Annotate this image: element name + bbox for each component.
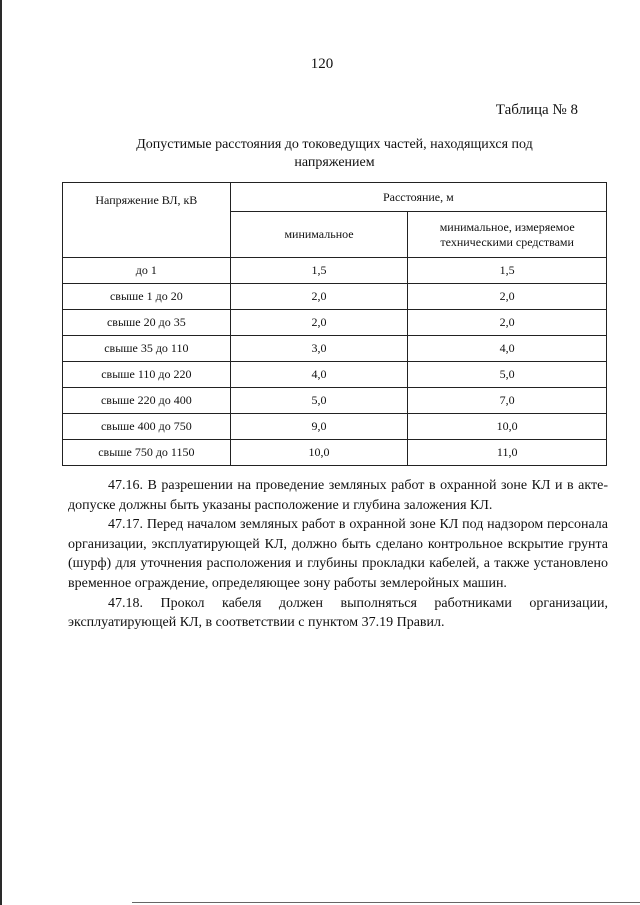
- cell-minimal: 4,0: [230, 362, 408, 388]
- table-row: [63, 336, 607, 362]
- cell-measured: 5,0: [408, 362, 607, 388]
- paragraph-47-17: 47.17. Перед началом земляных работ в охранной зоне КЛ под надзором персонала организации, эксплуатирующей КЛ, должно быть сделано контрольное вскрытие грунта (шурф) для уточнения расположения и глубины прокладки кабелей, а также установлено временное ограждение, определяющее зону работы землеройных машин.: [68, 517, 608, 591]
- distances-table: [62, 182, 607, 466]
- paragraph-47-16: 47.16. В разрешении на проведение земляных работ в охранной зоне КЛ и в акте-допуске должны быть указаны расположение и глубина заложения КЛ.: [68, 478, 608, 513]
- header-voltage: Напряжение ВЛ, кВ: [63, 183, 231, 258]
- cell-voltage: свыше 750 до 1150: [63, 440, 231, 466]
- cell-voltage: свыше 400 до 750: [63, 414, 231, 440]
- page-bottom-edge: [132, 902, 640, 903]
- cell-minimal: 1,5: [230, 258, 408, 284]
- table-row: [63, 414, 607, 440]
- page-number: 120: [310, 56, 334, 72]
- paragraph-47-18: 47.18. Прокол кабеля должен выполняться работниками организации, эксплуатирующей КЛ, в соответствии с пунктом 37.19 Правил.: [68, 595, 608, 631]
- cell-measured: 4,0: [408, 336, 607, 362]
- cell-measured: 10,0: [408, 414, 607, 440]
- cell-minimal: 10,0: [230, 440, 408, 466]
- cell-voltage: свыше 220 до 400: [63, 388, 231, 414]
- table-row: [63, 258, 607, 284]
- table-row: [63, 362, 607, 388]
- header-minimal: минимальное: [230, 212, 408, 258]
- cell-voltage: свыше 20 до 35: [63, 310, 231, 336]
- body-text: [68, 476, 608, 633]
- header-minimal-measured: минимальное, измеряемое техническими средствами: [408, 212, 607, 258]
- cell-minimal: 3,0: [230, 336, 408, 362]
- header-distance: Расстояние, м: [230, 183, 606, 212]
- table-row: [63, 310, 607, 336]
- cell-minimal: 2,0: [230, 284, 408, 310]
- cell-voltage: свыше 110 до 220: [63, 362, 231, 388]
- cell-minimal: 2,0: [230, 310, 408, 336]
- table-row: [63, 284, 607, 310]
- cell-voltage: свыше 1 до 20: [63, 284, 231, 310]
- table-row: [63, 440, 607, 466]
- table-header-row: [63, 183, 607, 212]
- cell-measured: 1,5: [408, 258, 607, 284]
- cell-minimal: 9,0: [230, 414, 408, 440]
- table-row: [63, 388, 607, 414]
- cell-measured: 2,0: [408, 310, 607, 336]
- cell-measured: 11,0: [408, 440, 607, 466]
- cell-voltage: свыше 35 до 110: [63, 336, 231, 362]
- cell-minimal: 5,0: [230, 388, 408, 414]
- cell-measured: 2,0: [408, 284, 607, 310]
- cell-voltage: до 1: [63, 258, 231, 284]
- cell-measured: 7,0: [408, 388, 607, 414]
- table-title: Допустимые расстояния до токоведущих частей, находящихся под напряжением: [136, 137, 533, 170]
- table-label: Таблица № 8: [495, 102, 578, 118]
